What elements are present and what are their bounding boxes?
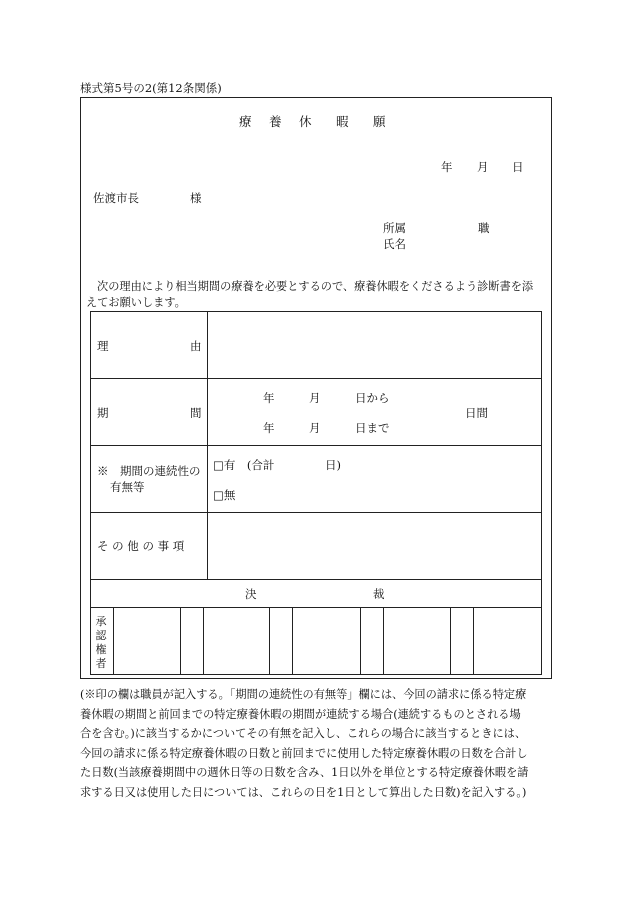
title-char: 休	[299, 114, 312, 129]
table-line	[90, 311, 91, 674]
continuity-yes-days: 日)	[325, 458, 341, 472]
title-char: 養	[269, 114, 282, 129]
approver-label: 承 認 権 者	[95, 615, 107, 670]
decision-char-b: 裁	[373, 587, 385, 601]
footnote-line: 合を含む。)に該当するかについてその有無を記入し、これらの場合に該当するときには、	[80, 727, 527, 741]
intro-line-1: 次の理由により相当期間の療養を必要とするので、療養休暇をくださるよう診断書を添	[97, 280, 534, 293]
affiliation-label: 所属	[383, 221, 406, 235]
continuity-yes-option[interactable]: □有 (合計	[213, 458, 275, 472]
reason-label-a: 理	[97, 339, 109, 353]
table-line	[207, 311, 208, 579]
table-line	[450, 607, 451, 674]
table-line	[90, 445, 542, 446]
name-label: 氏名	[383, 237, 406, 251]
date-year-label: 年	[441, 160, 453, 174]
table-line	[90, 378, 542, 379]
table-line	[269, 607, 270, 674]
footnote-line: 求する日又は使用した日については、これらの日を1日として算出した日数)を記入する。)	[80, 785, 527, 799]
period-end-year: 年	[263, 421, 275, 435]
continuity-no-option[interactable]: □無	[213, 488, 236, 502]
table-line	[113, 607, 114, 674]
other-label: そ の 他 の 事 項	[97, 539, 185, 553]
table-line	[203, 607, 204, 674]
period-days: 日間	[465, 406, 488, 420]
addressee-honorific: 様	[190, 191, 202, 205]
continuity-label-2: 有無等	[110, 480, 145, 494]
table-line	[541, 311, 542, 674]
table-line	[180, 607, 181, 674]
decision-char-a: 決	[245, 587, 257, 601]
footnote-line: (※印の欄は職員が記入する。「期間の連続性の有無等」欄には、今回の請求に係る特定療	[80, 688, 527, 701]
date-day-label: 日	[512, 160, 524, 174]
table-line	[90, 674, 542, 675]
table-line	[90, 579, 542, 580]
footnote-line: た日数(当該療養期間中の週休日等の日数を含み、1日以外を単位とする特定療養休暇を請	[80, 766, 529, 780]
table-line	[383, 607, 384, 674]
period-start-month: 月	[309, 391, 321, 405]
period-end-to: 日まで	[355, 421, 390, 435]
table-line	[90, 512, 542, 513]
position-label: 職	[478, 221, 490, 235]
table-line	[292, 607, 293, 674]
reason-label-b: 由	[190, 339, 202, 353]
continuity-label-1: ※ 期間の連続性の	[97, 464, 201, 478]
table-line	[90, 311, 542, 312]
period-label-b: 間	[190, 406, 202, 420]
form-number: 様式第5号の2(第12条関係)	[80, 81, 222, 95]
table-line	[360, 607, 361, 674]
intro-line-2: えてお願いします。	[86, 296, 186, 309]
table-line	[90, 607, 542, 608]
period-end-month: 月	[309, 421, 321, 435]
form-frame	[80, 97, 552, 679]
footnote-line: 今回の請求に係る特定療養休暇の日数と前回までに使用した特定療養休暇の日数を合計し	[80, 746, 528, 760]
title-char: 療	[239, 114, 252, 129]
period-label-a: 期	[97, 406, 109, 420]
period-start-year: 年	[263, 391, 275, 405]
title-char: 暇	[336, 114, 349, 129]
footnote	[80, 685, 554, 803]
period-start-from: 日から	[355, 391, 390, 405]
table-line	[473, 607, 474, 674]
title-char: 願	[373, 114, 386, 129]
addressee-name: 佐渡市長	[93, 191, 139, 205]
footnote-line: 養休暇の期間と前回までの特定療養休暇の期間が連続する場合(連続するものとされる場	[80, 707, 521, 721]
date-month-label: 月	[477, 160, 489, 174]
